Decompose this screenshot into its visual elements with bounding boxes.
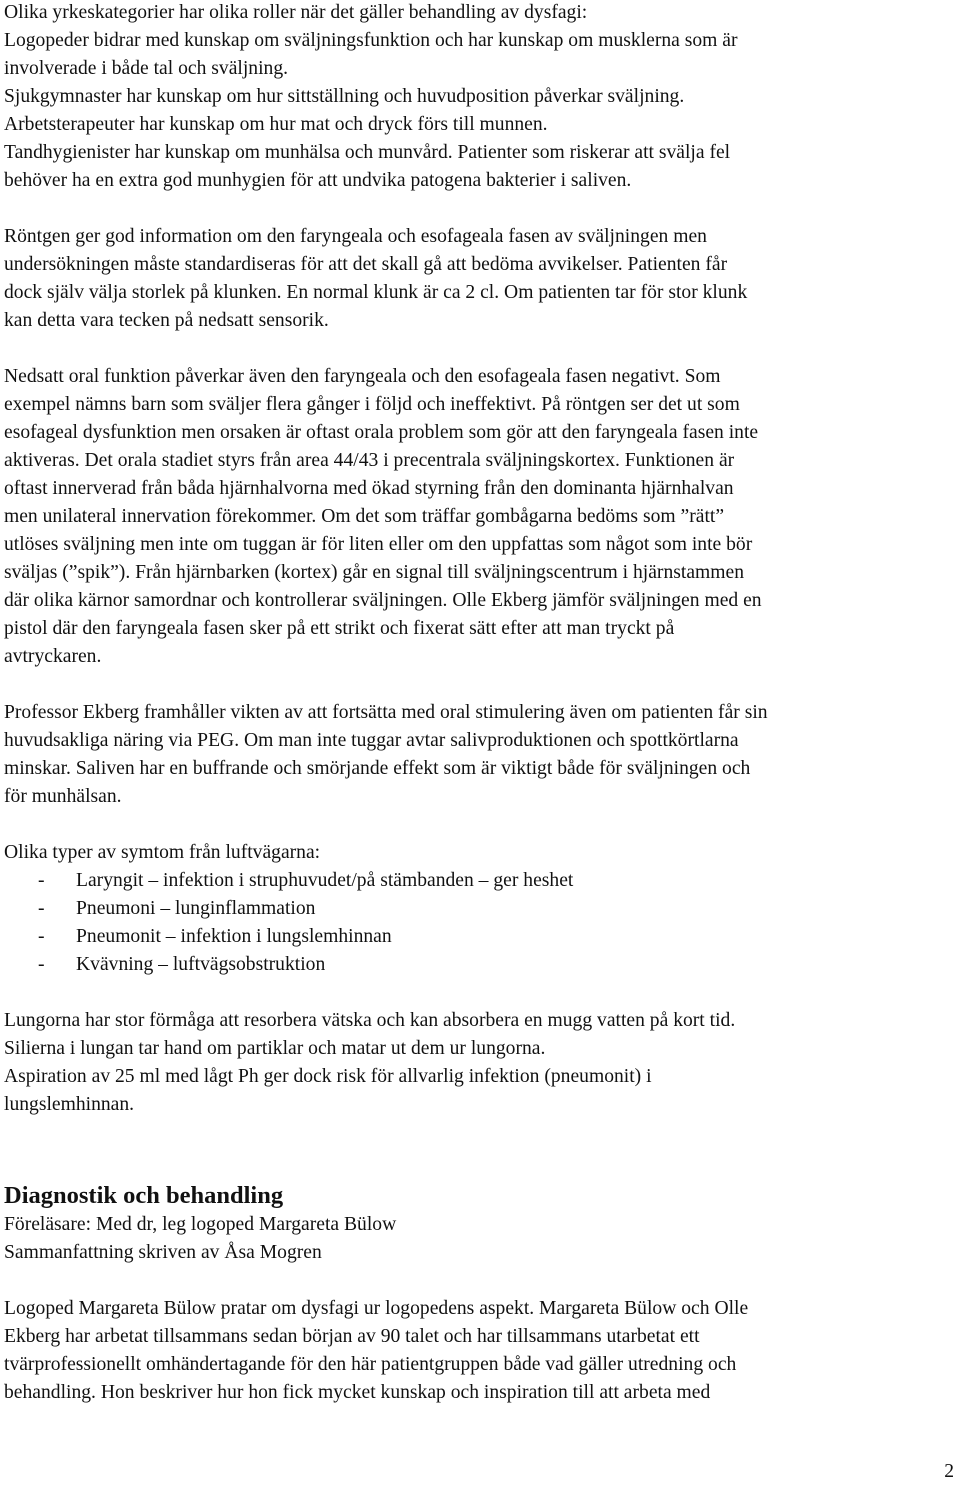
- text-line: dock själv välja storlek på klunken. En normal klunk är ca 2 cl. Om patienten tar för stor klunk: [4, 282, 748, 303]
- list-item: [4, 867, 954, 895]
- paragraph-oral-stimulation: [4, 699, 954, 811]
- section-meta: [4, 1211, 954, 1267]
- list-dash: -: [38, 926, 45, 947]
- text-line: exempel nämns barn som sväljer flera gånger i följd och ineffektivt. På röntgen ser det ut som: [4, 394, 740, 415]
- text-line: esofageal dysfunktion men orsaken är oftast orala problem som gör att den faryngeala fasen inte: [4, 422, 759, 443]
- text-line: Sjukgymnaster har kunskap om hur sittställning och huvudposition påverkar sväljning.: [4, 86, 685, 107]
- paragraph-section-body: [4, 1295, 954, 1407]
- list-dash: -: [38, 870, 45, 891]
- text-line: Professor Ekberg framhåller vikten av att fortsätta med oral stimulering även om patienten får sin: [4, 702, 768, 723]
- text-line: behandling. Hon beskriver hur hon fick mycket kunskap och inspiration till att arbeta med: [4, 1382, 711, 1403]
- text-line: Arbetsterapeuter har kunskap om hur mat och dryck förs till munnen.: [4, 114, 548, 135]
- text-line: involverade i både tal och sväljning.: [4, 58, 289, 79]
- text-line: Olika yrkeskategorier har olika roller när det gäller behandling av dysfagi:: [4, 2, 588, 23]
- summary-author-line: Sammanfattning skriven av Åsa Mogren: [4, 1242, 322, 1263]
- list-item-text: Pneumonit – infektion i lungslemhinnan: [76, 926, 392, 947]
- text-line: oftast innerverad från båda hjärnhalvorna med ökad styrning från den dominanta hjärnhalvan: [4, 478, 734, 499]
- list-dash: -: [38, 898, 45, 919]
- lecturer-line: Föreläsare: Med dr, leg logoped Margareta Bülow: [4, 1214, 397, 1235]
- text-line: Röntgen ger god information om den faryngeala och esofageala fasen av sväljningen men: [4, 226, 707, 247]
- paragraph-gap: [4, 979, 954, 1007]
- page-number: 2: [944, 1461, 954, 1482]
- text-line: där olika kärnor samordnar och kontrollerar sväljningen. Olle Ekberg jämför sväljningen med en: [4, 590, 762, 611]
- symptoms-intro: Olika typer av symtom från luftvägarna:: [4, 842, 321, 863]
- text-line: kan detta vara tecken på nedsatt sensorik.: [4, 310, 329, 331]
- paragraph-gap: [4, 335, 954, 363]
- text-line: Logoped Margareta Bülow pratar om dysfagi ur logopedens aspekt. Margareta Bülow och Olle: [4, 1298, 749, 1319]
- text-line: avtryckaren.: [4, 646, 102, 667]
- text-line: pistol där den faryngeala fasen sker på ett strikt och fixerat sätt efter att man tryckt på: [4, 618, 675, 639]
- list-item-text: Pneumoni – lunginflammation: [76, 898, 316, 919]
- section-gap: [4, 1119, 954, 1181]
- text-line: men unilateral innervation förekommer. Om det som träffar gombågarna bedöms som ”rätt”: [4, 506, 725, 527]
- list-item: [4, 895, 954, 923]
- text-line: behöver ha en extra god munhygien för att undvika patogena bakterier i saliven.: [4, 170, 632, 191]
- text-line: sväljas (”spik”). Från hjärnbarken (kortex) går en signal till sväljningscentrum i hjärnstammen: [4, 562, 744, 583]
- document-page: [4, 0, 954, 1407]
- list-item: [4, 951, 954, 979]
- text-line: utlöses sväljning men inte om tuggan är för liten eller om den uppfattas som något som inte bör: [4, 534, 753, 555]
- paragraph-professions: [4, 0, 954, 195]
- list-item-text: Kvävning – luftvägsobstruktion: [76, 954, 326, 975]
- paragraph-gap: [4, 811, 954, 839]
- text-line: Tandhygienister har kunskap om munhälsa och munvård. Patienter som riskerar att svälja fel: [4, 142, 731, 163]
- list-dash: -: [38, 954, 45, 975]
- text-line: Silierna i lungan tar hand om partiklar och matar ut dem ur lungorna.: [4, 1038, 546, 1059]
- paragraph-lungs: [4, 1007, 954, 1119]
- text-line: för munhälsan.: [4, 786, 122, 807]
- list-item: [4, 923, 954, 951]
- list-item-text: Laryngit – infektion i struphuvudet/på stämbanden – ger heshet: [76, 870, 574, 891]
- text-line: Nedsatt oral funktion påverkar även den faryngeala och den esofageala fasen negativt. Som: [4, 366, 721, 387]
- text-line: Ekberg har arbetat tillsammans sedan början av 90 talet och har tillsammans utarbetat ett: [4, 1326, 700, 1347]
- text-line: Lungorna har stor förmåga att resorbera vätska och kan absorbera en mugg vatten på kort tid.: [4, 1010, 736, 1031]
- text-line: aktiveras. Det orala stadiet styrs från area 44/43 i precentrala sväljningskortex. Funktionen är: [4, 450, 735, 471]
- text-line: undersökningen måste standardiseras för att det skall gå att bedöma avvikelser. Patienten får: [4, 254, 728, 275]
- paragraph-symptoms: [4, 839, 954, 979]
- text-line: huvudsakliga näring via PEG. Om man inte tuggar avtar salivproduktionen och spottkörtlarna: [4, 730, 739, 751]
- paragraph-gap: [4, 671, 954, 699]
- paragraph-xray: [4, 223, 954, 335]
- paragraph-gap: [4, 1267, 954, 1295]
- section-heading: Diagnostik och behandling: [4, 1182, 284, 1209]
- paragraph-oral-function: [4, 363, 954, 671]
- text-line: Logopeder bidrar med kunskap om sväljningsfunktion och har kunskap om musklerna som är: [4, 30, 738, 51]
- text-line: tvärprofessionellt omhändertagande för den här patientgruppen både vad gäller utredning och: [4, 1354, 737, 1375]
- paragraph-gap: [4, 195, 954, 223]
- text-line: Aspiration av 25 ml med lågt Ph ger dock risk för allvarlig infektion (pneumonit) i: [4, 1066, 652, 1087]
- text-line: lungslemhinnan.: [4, 1094, 135, 1115]
- text-line: minskar. Saliven har en buffrande och smörjande effekt som är viktigt både för sväljningen och: [4, 758, 751, 779]
